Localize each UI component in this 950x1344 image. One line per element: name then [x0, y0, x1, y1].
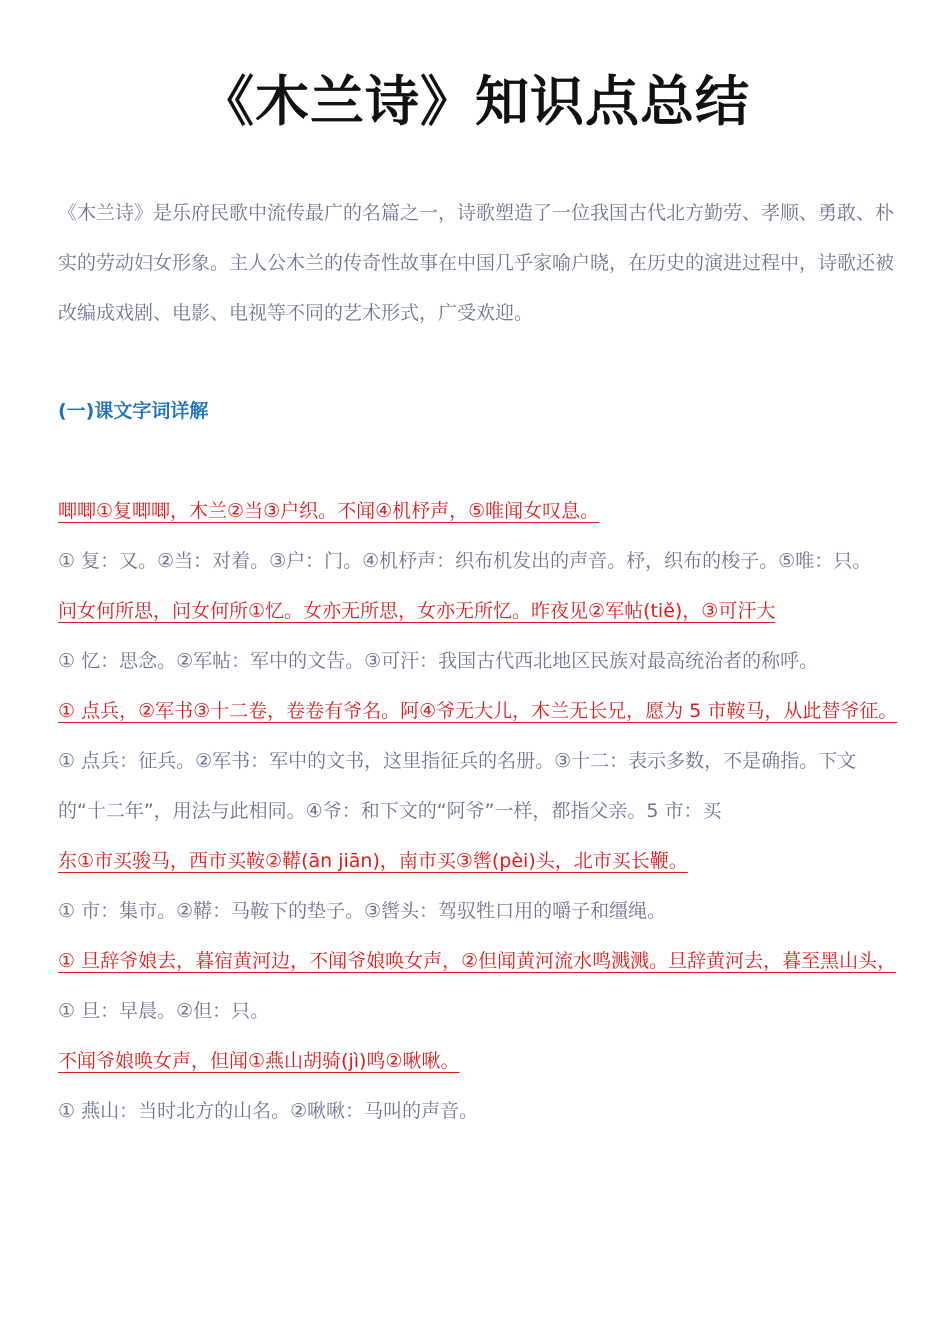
verse-note: ① 复：又。②当：对着。③户：门。④机杼声：织布机发出的声音。杼，织布的梭子。⑤唯：只。	[58, 550, 872, 572]
verse-note: ① 旦：早晨。②但：只。	[58, 1000, 270, 1022]
verse-note: ① 忆：思念。②军帖：军中的文告。③可汗：我国古代西北地区民族对最高统治者的称呼。	[58, 650, 819, 672]
verse-note: ① 市：集市。②鞯：马鞍下的垫子。③辔头：驾驭牲口用的嚼子和缰绳。	[58, 900, 667, 922]
verse-note: ① 燕山：当时北方的山名。②啾啾：马叫的声音。	[58, 1100, 479, 1122]
verse-line: 唧唧①复唧唧，木兰②当③户织。不闻④机杼声，⑤唯闻女叹息。	[58, 500, 600, 522]
vocabulary-entries	[58, 486, 898, 1136]
verse-line: 东①市买骏马，西市买鞍②鞯(ān jiān)，南市买③辔(pèi)头，北市买长鞭。	[58, 850, 688, 872]
page-title: 《木兰诗》知识点总结	[200, 70, 750, 133]
verse-line: ① 点兵，②军书③十二卷，卷卷有爷名。阿④爷无大儿，木兰无长兄，愿为 5 市鞍马，从此替爷征。	[58, 700, 898, 722]
verse-line: 不闻爷娘唤女声，但闻①燕山胡骑(jì)鸣②啾啾。	[58, 1050, 460, 1072]
verse-line: 问女何所思，问女何所①忆。女亦无所思，女亦无所忆。昨夜见②军帖(tiě)，③可汗大	[58, 600, 776, 622]
verse-note: ① 点兵：征兵。②军书：军中的文书，这里指征兵的名册。③十二：表示多数，不是确指。下文的“十二年”，用法与此相同。④爷：和下文的“阿爷”一样，都指父亲。5 市：买	[58, 750, 857, 822]
verse-line: ① 旦辞爷娘去，暮宿黄河边，不闻爷娘唤女声，②但闻黄河流水鸣溅溅。旦辞黄河去，暮至黑山头，	[58, 950, 897, 972]
section-heading: (一)课文字词详解	[58, 400, 209, 422]
intro-paragraph: 《木兰诗》是乐府民歌中流传最广的名篇之一，诗歌塑造了一位我国古代北方勤劳、孝顺、勇敢、朴实的劳动妇女形象。主人公木兰的传奇性故事在中国几乎家喻户晓，在历史的演进过程中，诗歌还被改编成戏剧、电影、电视等不同的艺术形式，广受欢迎。	[58, 202, 895, 324]
